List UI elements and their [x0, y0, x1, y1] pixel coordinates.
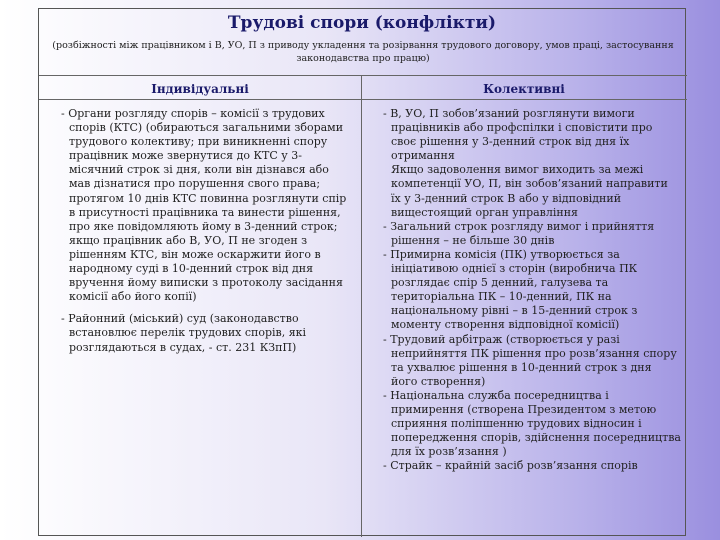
- slide-frame: [38, 8, 686, 536]
- list-item: - Примирна комісія (ПК) утворюється за ініціативою однієї з сторін (виробнича ПК розглядає спір 5 денний, галузева та територіальна ПК – 10-денний, ПК на національному рівні – в 15-денний строк з моменту створення відповідної комісії): [383, 247, 638, 332]
- list-item: - В, УО, П зобов’язаний розглянути вимоги працівників або профспілки і сповістити про своє рішення у 3-денний строк від дня їх отримання: [383, 107, 653, 163]
- list-item: - Органи розгляду спорів – комісії з трудових спорів (КТС) (обираються загальними зборами трудового колективу; при виникненні спору працівник може звернутися до КТС у 3-місячний строк зі дня, коли він дізнався або мав дізнатися про порушення свого права; протягом 10 днів КТС повинна розглянути спір в присутності працівника та винести рішення, про яке повідомляють йому в 3-денний строк; якщо працівник або В, УО, П не згоден з рішенням КТС, він може оскаржити його в народному суді в 10-денний строк від дня вручення йому виписки з протоколу засідання комісії або його копії): [61, 107, 347, 304]
- list-item: - Страйк – крайній засіб розв’язання спорів: [383, 459, 638, 473]
- heading-individual: Індивідуальні: [151, 82, 249, 96]
- heading-collective: Колективні: [483, 82, 565, 96]
- column-collective: [379, 107, 681, 473]
- list-item: - Національна служба посередництва і примирення (створена Президентом з метою сприяння поліпшенню трудових відносин і попередження спорів, здійснення посередництва для їх розв’язання ): [383, 388, 681, 459]
- list-item: - Загальний строк розгляду вимог і прийняття рішення – не більше 30 днів: [383, 219, 655, 247]
- divider-header: [39, 99, 687, 100]
- list-item: - Районний (міський) суд (законодавство встановлює перелік трудових спорів, які розглядаються в судах, - ст. 231 КЗпП): [61, 312, 307, 354]
- divider-top: [39, 75, 687, 76]
- column-individual: [57, 107, 353, 363]
- divider-middle: [361, 75, 362, 537]
- page-title: Трудові спори (конфлікти): [227, 13, 497, 33]
- list-item: Якщо задоволення вимог виходить за межі компетенції УО, П, він зобов’язаний направити їх у 3-денний строк В або у відповідний вищестоящий орган управління: [391, 163, 668, 219]
- list-item: - Трудовий арбітраж (створюється у разі неприйняття ПК рішення про розв’язання спору та ухвалює рішення в 10-денний строк з дня його створення): [383, 332, 677, 388]
- page-subtitle: (розбіжності між працівником і В, УО, П з приводу укладення та розірвання трудового договору, умов праці, застосування законодавства про працю): [52, 40, 674, 64]
